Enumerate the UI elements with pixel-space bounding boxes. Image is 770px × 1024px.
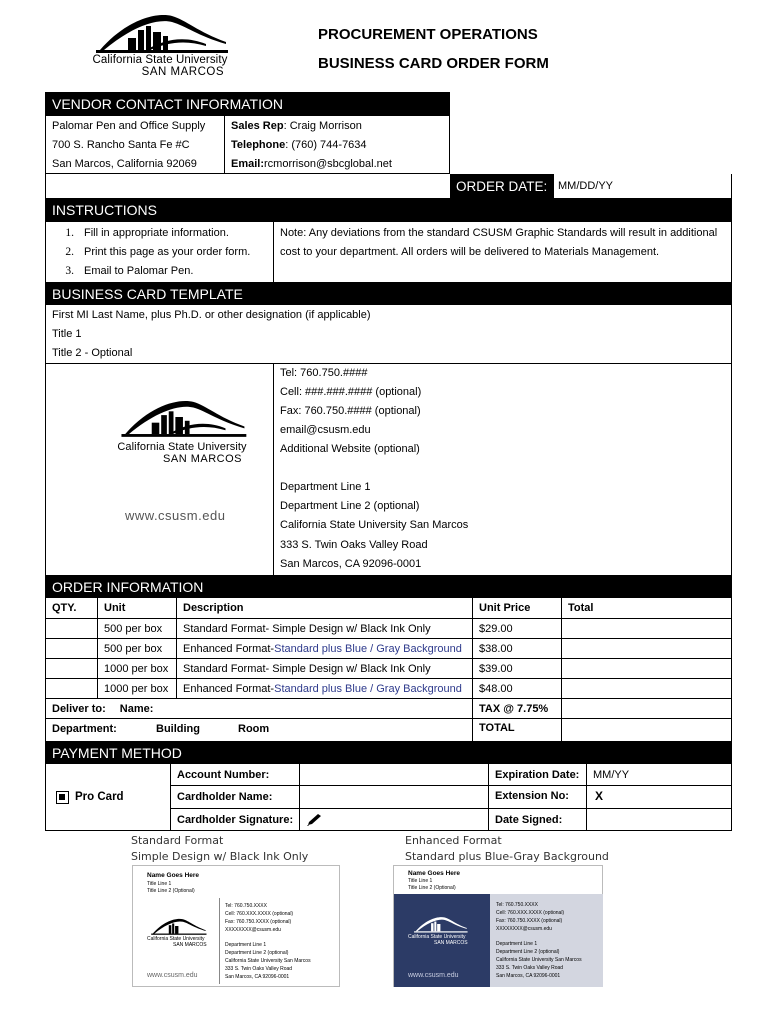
vendor-section-header: VENDOR CONTACT INFORMATION [45, 92, 450, 116]
cardholder-name-input[interactable] [300, 786, 488, 808]
col-unit: Unit [104, 602, 126, 614]
page-subtitle: BUSINESS CARD ORDER FORM [318, 55, 549, 72]
page-title: PROCUREMENT OPERATIONS [318, 26, 538, 43]
row-description: Standard Format- Simple Design w/ Black Ink Only [183, 622, 431, 635]
enhanced-caption-sub: Standard plus Blue-Gray Background [405, 850, 609, 863]
cardholder-name-label: Cardholder Name: [177, 791, 273, 803]
room-label: Room [238, 723, 270, 735]
row-total-input[interactable] [562, 679, 731, 698]
procard-option[interactable]: Pro Card [50, 787, 124, 807]
university-name: California State University [92, 54, 228, 66]
template-city: San Marcos, CA 92096-0001 [280, 557, 422, 570]
vendor-email [225, 154, 392, 173]
campus-name: SAN MARCOS [141, 66, 224, 78]
row-price: $48.00 [479, 682, 513, 695]
telephone-value: : (760) 744-7634 [285, 138, 367, 151]
sales-rep-label: Sales Rep [231, 119, 284, 132]
account-number-label: Account Number: [177, 769, 270, 781]
qty-input[interactable] [46, 619, 97, 638]
payment-section-header: PAYMENT METHOD [45, 741, 732, 764]
col-description: Description [183, 602, 244, 614]
qty-input[interactable] [46, 639, 97, 658]
date-signed-input[interactable] [587, 809, 731, 830]
extension-label: Extension No: [495, 790, 569, 802]
template-cell[interactable]: Cell: ###.###.#### (optional) [280, 385, 422, 398]
template-dept2[interactable]: Department Line 2 (optional) [280, 499, 420, 512]
tax-input[interactable] [562, 699, 731, 718]
mountain-campus-icon [147, 916, 209, 936]
vendor-address1: 700 S. Rancho Santa Fe #C [52, 138, 190, 151]
instruction-item: 1. Fill in appropriate information. [65, 226, 229, 239]
row-total-input[interactable] [562, 639, 731, 658]
row-description: Enhanced Format- Standard plus Blue / Gray Background [183, 682, 462, 695]
template-section-header: BUSINESS CARD TEMPLATE [45, 282, 732, 305]
instruction-item: 3. Email to Palomar Pen. [65, 264, 194, 277]
pen-icon [306, 813, 324, 827]
instructions-note: Note: Any deviations from the standard CSUSM Graphic Standards will result in additional [280, 226, 718, 239]
row-unit: 1000 per box [104, 662, 169, 675]
total-label: TOTAL [479, 721, 515, 734]
row-total-input[interactable] [562, 659, 731, 678]
csusm-logo [86, 10, 234, 84]
row-total-input[interactable] [562, 619, 731, 638]
email-value: rcmorrison@sbcglobal.net [264, 157, 392, 170]
standard-card-sample: Name Goes Here Title Line 1 Title Line 2 (Optional) California State University SAN MARCOS www.csusm.edu Tel: 760.750.XXXX Cell: 760.XXX.XXXX (optional) Fax: 760.750.XXXX (optional) XXXXXXXX@csusm.edu Department Line 1 Department Line 2 (optional) California State University San Marcos 333 S. Twin Oaks Valley Road San Marcos, CA 92096-0001 [132, 865, 340, 987]
extension-input[interactable]: X [595, 789, 604, 803]
mountain-campus-icon [86, 10, 234, 54]
row-unit: 500 per box [104, 622, 163, 635]
template-additional-website[interactable]: Additional Website (optional) [280, 442, 420, 455]
order-date-label: ORDER DATE: [450, 174, 554, 198]
qty-input[interactable] [46, 679, 97, 698]
template-institution: California State University San Marcos [280, 518, 469, 531]
standard-caption: Standard Format [131, 834, 224, 847]
row-description: Enhanced Format- Standard plus Blue / Gray Background [183, 642, 462, 655]
template-tel[interactable]: Tel: 760.750.#### [280, 366, 368, 379]
grand-total-input[interactable] [562, 718, 731, 737]
template-street: 333 S. Twin Oaks Valley Road [280, 538, 428, 551]
template-university: California State University [117, 441, 247, 453]
instructions-section-header: INSTRUCTIONS [45, 198, 732, 222]
vendor-address2: San Marcos, California 92069 [52, 157, 197, 170]
vendor-name: Palomar Pen and Office Supply [52, 119, 206, 132]
order-date-field[interactable]: MM/DD/YY [558, 180, 613, 192]
sales-rep [225, 116, 362, 135]
checkbox-checked-icon[interactable] [56, 791, 69, 804]
tax-label: TAX @ 7.75% [479, 702, 549, 715]
col-total: Total [568, 602, 594, 614]
row-price: $38.00 [479, 642, 513, 655]
template-title1[interactable]: Title 1 [52, 327, 82, 340]
order-section-header: ORDER INFORMATION [45, 575, 732, 598]
template-fax[interactable]: Fax: 760.750.#### (optional) [280, 404, 421, 417]
row-unit: 500 per box [104, 642, 163, 655]
mountain-campus-icon [410, 914, 470, 934]
expiration-label: Expiration Date: [495, 769, 580, 781]
vendor-telephone [225, 135, 367, 154]
sales-rep-value: : Craig Morrison [283, 119, 362, 132]
instruction-item: 2. Print this page as your order form. [65, 245, 251, 258]
template-logo [112, 396, 252, 466]
row-unit: 1000 per box [104, 682, 169, 695]
template-dept1[interactable]: Department Line 1 [280, 480, 371, 493]
department-label: Department: [52, 723, 117, 735]
date-signed-label: Date Signed: [495, 813, 563, 826]
expiration-input[interactable]: MM/YY [593, 769, 630, 781]
account-number-input[interactable] [300, 765, 488, 785]
enhanced-caption: Enhanced Format [405, 834, 502, 847]
telephone-label: Telephone [231, 138, 286, 151]
template-website: www.csusm.edu [125, 508, 226, 523]
mountain-campus-icon [112, 396, 252, 438]
instructions-note-cont: cost to your department. All orders will be delivered to Materials Management. [280, 245, 660, 258]
row-description: Standard Format- Simple Design w/ Black Ink Only [183, 662, 431, 675]
row-price: $39.00 [479, 662, 513, 675]
row-price: $29.00 [479, 622, 513, 635]
template-title2[interactable]: Title 2 - Optional [52, 346, 133, 359]
template-campus: SAN MARCOS [163, 453, 242, 465]
signature-field[interactable] [300, 809, 488, 830]
col-qty: QTY. [52, 602, 77, 614]
email-label: Email: [231, 157, 265, 170]
building-label: Building [156, 723, 200, 735]
template-email[interactable]: email@csusm.edu [280, 423, 371, 436]
cardholder-signature-label: Cardholder Signature: [177, 813, 294, 826]
qty-input[interactable] [46, 659, 97, 678]
enhanced-card-sample: Name Goes Here Title Line 1 Title Line 2 (Optional) California State University SAN MARCOS www.csusm.edu Tel: 760.750.XXXX Cell: 760.XXX.XXXX (optional) Fax: 760.750.XXXX (optional) XXXXXXXX@csusm.edu Department Line 1 Department Line 2 (optional) California State University San Marcos 333 S. Twin Oaks Valley Road San Marcos, CA 92096-0001 [393, 865, 603, 987]
col-unit-price: Unit Price [479, 602, 531, 614]
deliver-to-label: Deliver to: Name: [52, 703, 154, 715]
standard-caption-sub: Simple Design w/ Black Ink Only [131, 850, 309, 863]
template-name-line[interactable]: First MI Last Name, plus Ph.D. or other designation (if applicable) [52, 308, 371, 321]
